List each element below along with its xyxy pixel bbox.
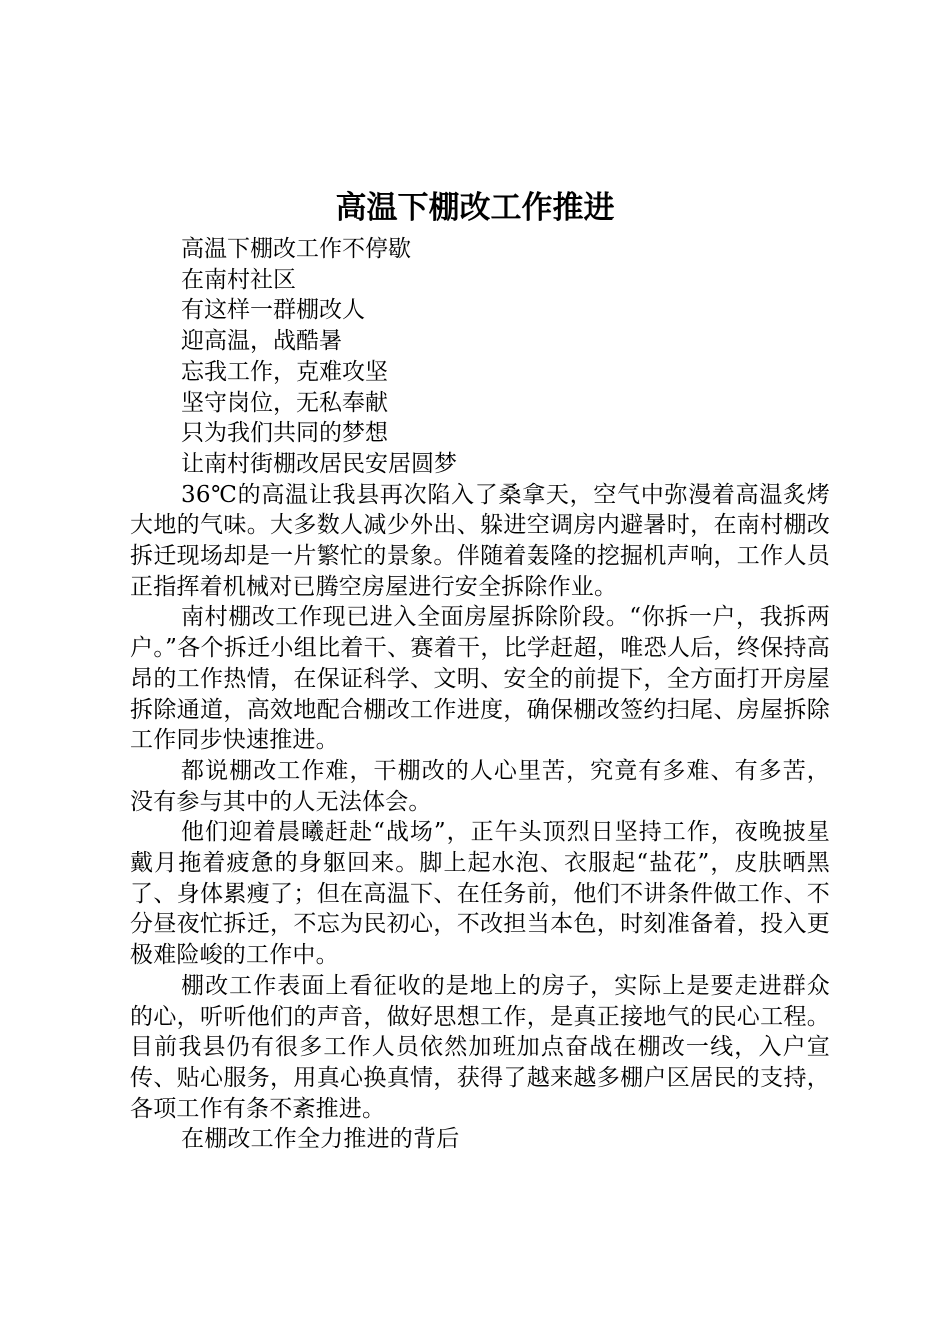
verse-line: 坚守岗位，无私奉献	[181, 389, 388, 416]
verse-line: 让南村街棚改居民安居圆梦	[181, 450, 457, 477]
body-paragraph: 都说棚改工作难，干棚改的人心里苦，究竟有多难、有多苦，没有参与其中的人无法体会。	[130, 757, 830, 815]
body-paragraph: 南村棚改工作现已进入全面房屋拆除阶段。“你拆一户，我拆两户。”各个拆迁小组比着干、赛着干，比学赶超，唯恐人后，终保持高昂的工作热情，在保证科学、文明、安全的前提下，全方面打开房屋拆除通道，高效地配合棚改工作进度，确保棚改签约扫尾、房屋拆除工作同步快速推进。	[130, 604, 830, 754]
verse-line: 迎高温，战酷暑	[181, 328, 342, 355]
verse-line: 只为我们共同的梦想	[181, 420, 388, 447]
verse-line: 高温下棚改工作不停歇	[181, 236, 411, 262]
verse-line: 忘我工作，克难攻坚	[181, 358, 388, 385]
verse-line: 在南村社区	[181, 266, 296, 293]
body-paragraph: 棚改工作表面上看征收的是地上的房子，实际上是要走进群众的心，听听他们的声音，做好思想工作，是真正接地气的民心工程。目前我县仍有很多工作人员依然加班加点奋战在棚改一线，入户宣传、贴心服务，用真心换真情，获得了越来越多棚户区居民的支持，各项工作有条不紊推进。	[130, 972, 830, 1122]
document-body	[130, 234, 830, 1155]
body-paragraph: 36℃的高温让我县再次陷入了桑拿天，空气中弥漫着高温炙烤大地的气味。大多数人减少外出、躲进空调房内避暑时，在南村棚改拆迁现场却是一片繁忙的景象。伴随着轰隆的挖掘机声响，工作人员正指挥着机械对已腾空房屋进行安全拆除作业。	[130, 481, 830, 600]
document-title: 高温下棚改工作推进	[335, 190, 615, 226]
body-paragraph: 他们迎着晨曦赶赴“战场”，正午头顶烈日坚持工作，夜晚披星戴月拖着疲惫的身躯回来。脚上起水泡、衣服起“盐花”，皮肤晒黑了、身体累瘦了；但在高温下、在任务前，他们不讲条件做工作、不分昼夜忙拆迁，不忘为民初心，不改担当本色，时刻准备着，投入更极难险峻的工作中。	[130, 819, 830, 969]
verse-line: 有这样一群棚改人	[181, 297, 365, 324]
body-paragraph: 在棚改工作全力推进的背后	[181, 1126, 460, 1153]
